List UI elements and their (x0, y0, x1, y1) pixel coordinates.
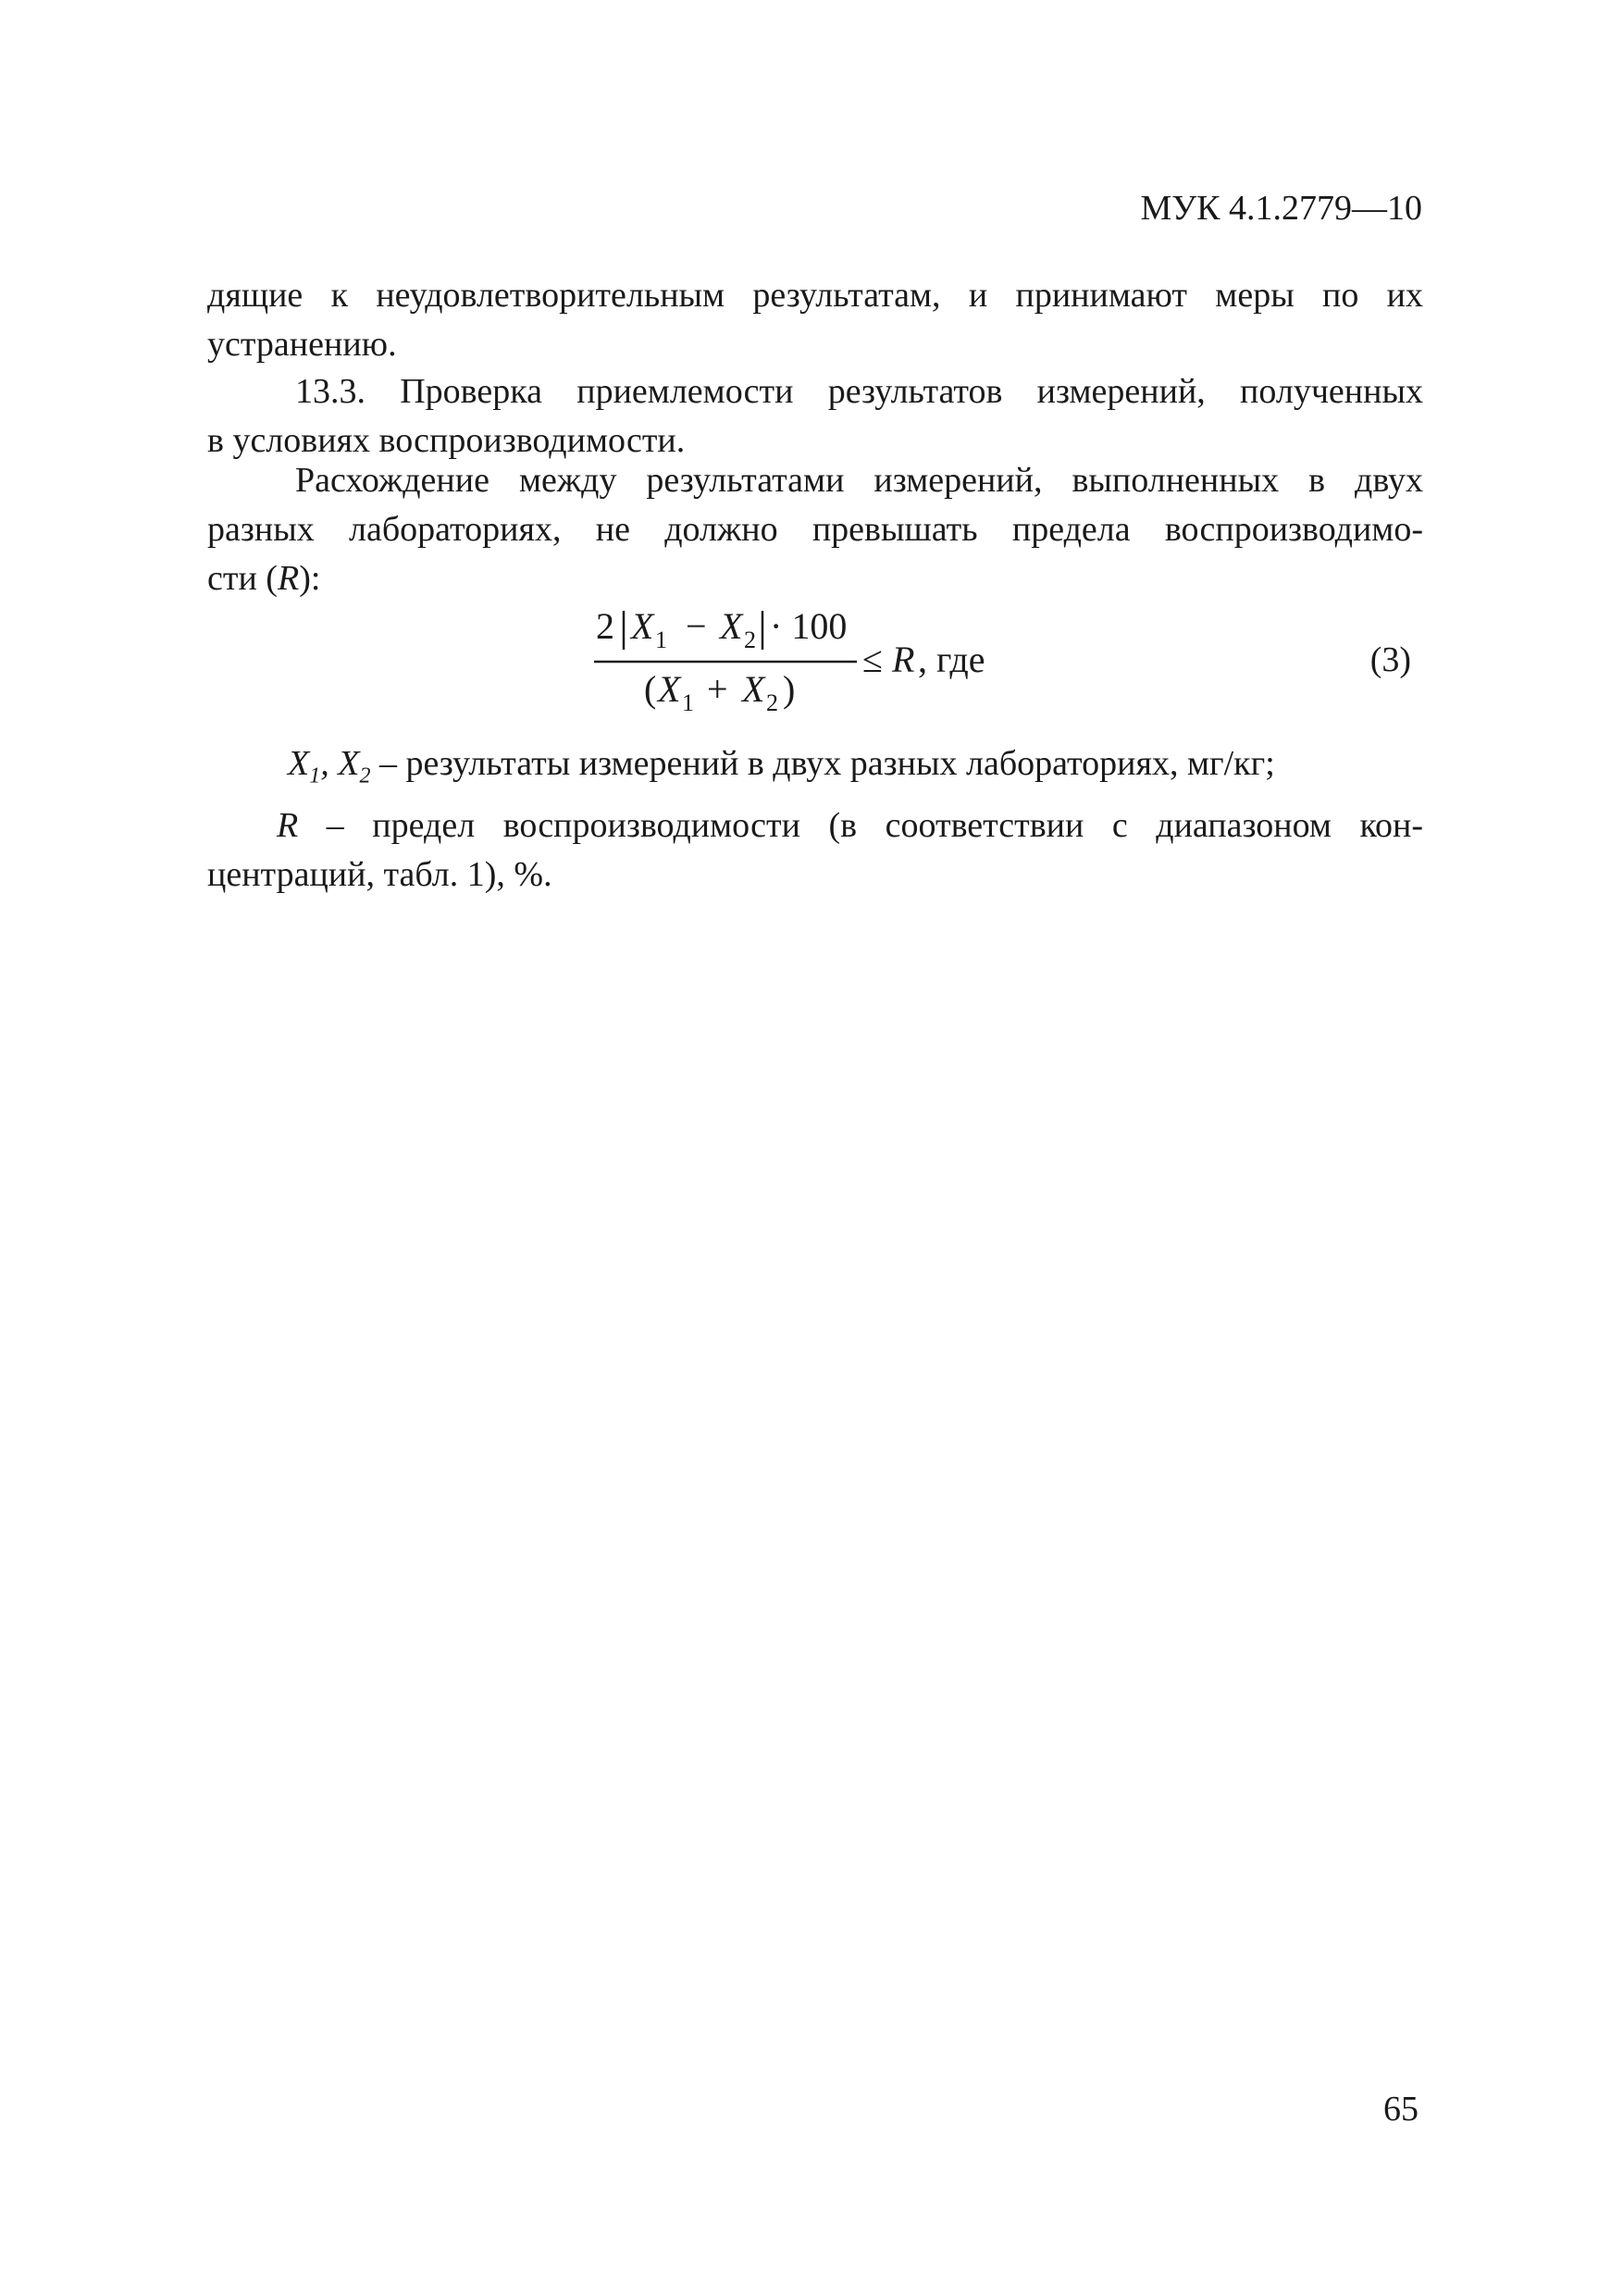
numerator-var-2: X (720, 605, 743, 647)
denominator-sub-1: 1 (682, 689, 694, 716)
page-number: 65 (1383, 2090, 1419, 2128)
plus-sign: + (707, 668, 728, 710)
paragraph-line: устранению. (207, 325, 397, 364)
numerator-var-1: X (631, 605, 654, 647)
paragraph-line: Расхождение между результатами измерений, выполненных в двух (295, 461, 1423, 500)
denominator-var-2: X (742, 668, 765, 710)
denominator-var-1: X (658, 668, 681, 710)
symbol-R: R (277, 559, 300, 598)
numerator-sub-2: 2 (744, 627, 756, 653)
paragraph-line: в условиях воспроизводимости. (207, 421, 686, 460)
definition-text: – предел воспроизводимости (в соответствии с диапазоном кон- (298, 805, 1423, 845)
denominator-sub-2: 2 (766, 689, 778, 716)
formula-trailing-text: , где (918, 639, 985, 680)
denominator-open: ( (644, 668, 657, 710)
paragraph-line: 13.3. Проверка приемлемости результатов измерений, полученных (295, 372, 1423, 411)
definition-r-line1 (207, 801, 1423, 850)
continuation-paragraph (207, 271, 1423, 369)
limit-symbol-R: R (892, 639, 915, 680)
numerator-coefficient: 2 (596, 605, 614, 647)
minus-sign: − (686, 605, 707, 647)
definition-x1-x2 (207, 739, 1423, 801)
reproducibility-formula (588, 592, 1162, 722)
denominator-close: ) (783, 668, 796, 710)
definition-r-line2: центраций, табл. 1), %. (207, 854, 552, 894)
symbols-x1-x2: $X_1$, $X_2$ (288, 744, 371, 788)
multiplier: · 100 (770, 605, 848, 647)
equation-number: (3) (1369, 640, 1411, 679)
text-fragment: сти ( (207, 559, 278, 598)
text-fragment: ): (299, 559, 321, 598)
variable-definitions (207, 739, 1423, 900)
definition-text: – результаты измерений в двух разных лабораториях, мг/кг; (370, 744, 1275, 783)
less-or-equal-sign: ≤ (862, 639, 883, 680)
symbol-R: R (277, 805, 299, 845)
section-13-3-heading (207, 367, 1423, 465)
paragraph-line: дящие к неудовлетворительным результатам, и принимают меры по их (207, 276, 1423, 315)
numerator-sub-1: 1 (655, 627, 667, 653)
discrepancy-paragraph (207, 456, 1423, 603)
formula-graphic (588, 592, 1162, 722)
paragraph-line: разных лабораториях, не должно превышать предела воспроизводимо- (207, 510, 1423, 549)
document-code: МУК 4.1.2779—10 (1140, 189, 1422, 228)
